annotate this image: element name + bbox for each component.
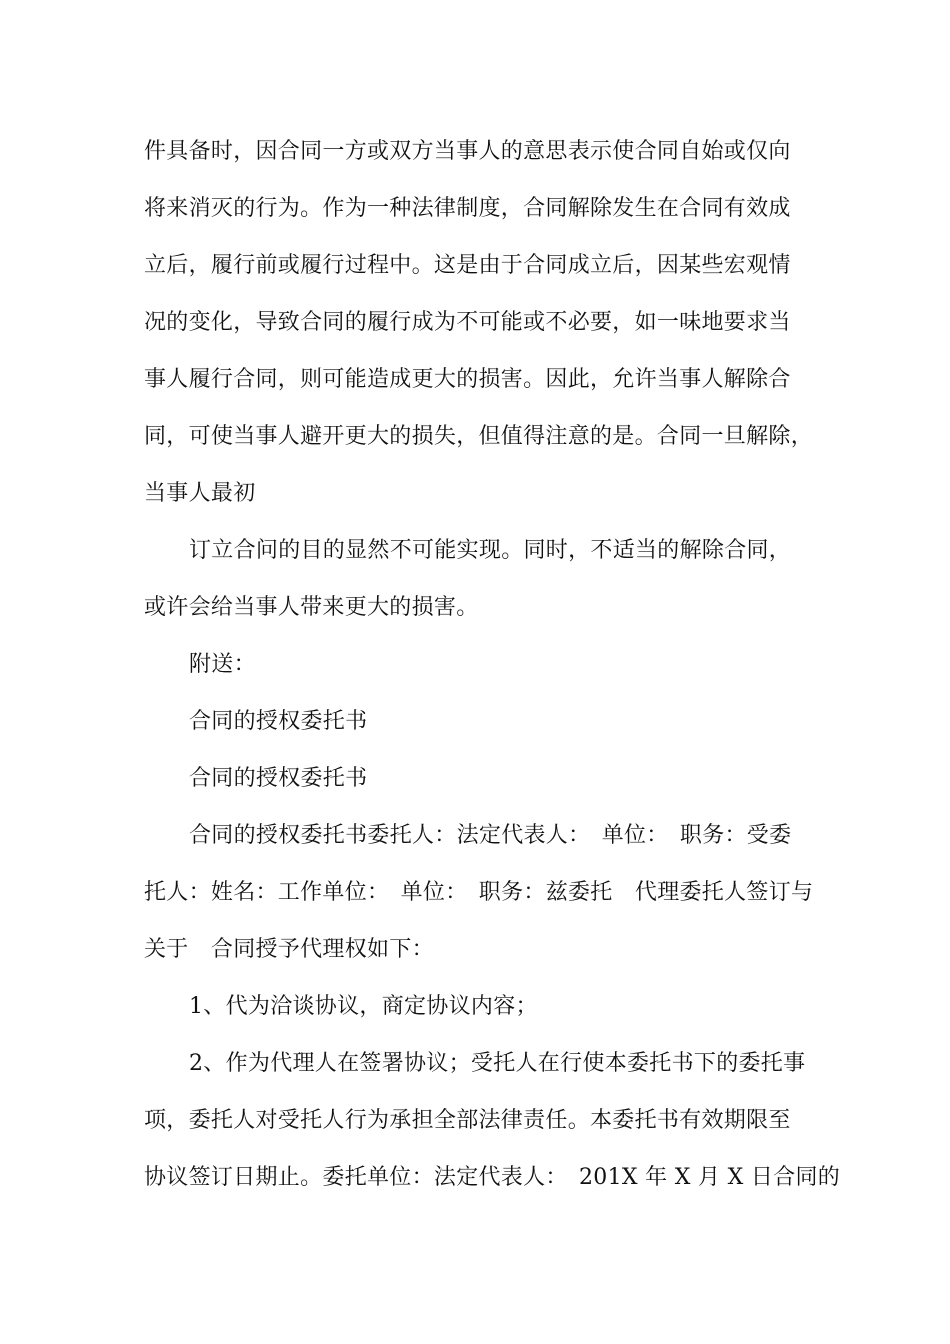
paragraph-line: 协议签订日期止。委托单位：法定代表人： 201X 年 X 月 X 日合同的 xyxy=(144,1165,841,1190)
paragraph-line: 关于 合同授予代理权如下： xyxy=(144,937,434,962)
paragraph-line: 将来消灭的行为。作为一种法律制度，合同解除发生在合同有效成 xyxy=(144,196,791,221)
paragraph-line: 况的变化，导致合同的履行成为不可能或不必要，如一味地要求当 xyxy=(144,310,791,335)
list-item: 2、作为代理人在签署协议；受托人在行使本委托书下的委托事 xyxy=(189,1051,806,1076)
paragraph-line: 托人：姓名：工作单位： 单位： 职务：兹委托 代理委托人签订与 xyxy=(144,880,814,905)
paragraph-line: 订立合问的目的显然不可能实现。同时，不适当的解除合同， xyxy=(189,538,792,563)
attachment-title: 合同的授权委托书 xyxy=(189,709,368,734)
paragraph-line: 项，委托人对受托人行为承担全部法律责任。本委托书有效期限至 xyxy=(144,1108,791,1133)
paragraph-line: 事人履行合同，则可能造成更大的损害。因此，允许当事人解除合 xyxy=(144,367,791,392)
attachment-heading: 附送： xyxy=(189,652,256,677)
paragraph-line: 合同的授权委托书委托人：法定代表人： 单位： 职务：受委 xyxy=(189,823,792,848)
paragraph-line: 件具备时，因合同一方或双方当事人的意思表示使合同自始或仅向 xyxy=(144,139,791,164)
paragraph-line: 同，可使当事人避开更大的损失，但值得注意的是。合同一旦解除， xyxy=(144,424,814,449)
paragraph-line: 立后，履行前或履行过程中。这是由于合同成立后，因某些宏观情 xyxy=(144,253,791,278)
paragraph-line: 或许会给当事人带来更大的损害。 xyxy=(144,595,479,620)
list-item: 1、代为洽谈协议，商定协议内容； xyxy=(189,994,538,1019)
paragraph-line: 当事人最初 xyxy=(144,481,256,506)
attachment-title: 合同的授权委托书 xyxy=(189,766,368,791)
